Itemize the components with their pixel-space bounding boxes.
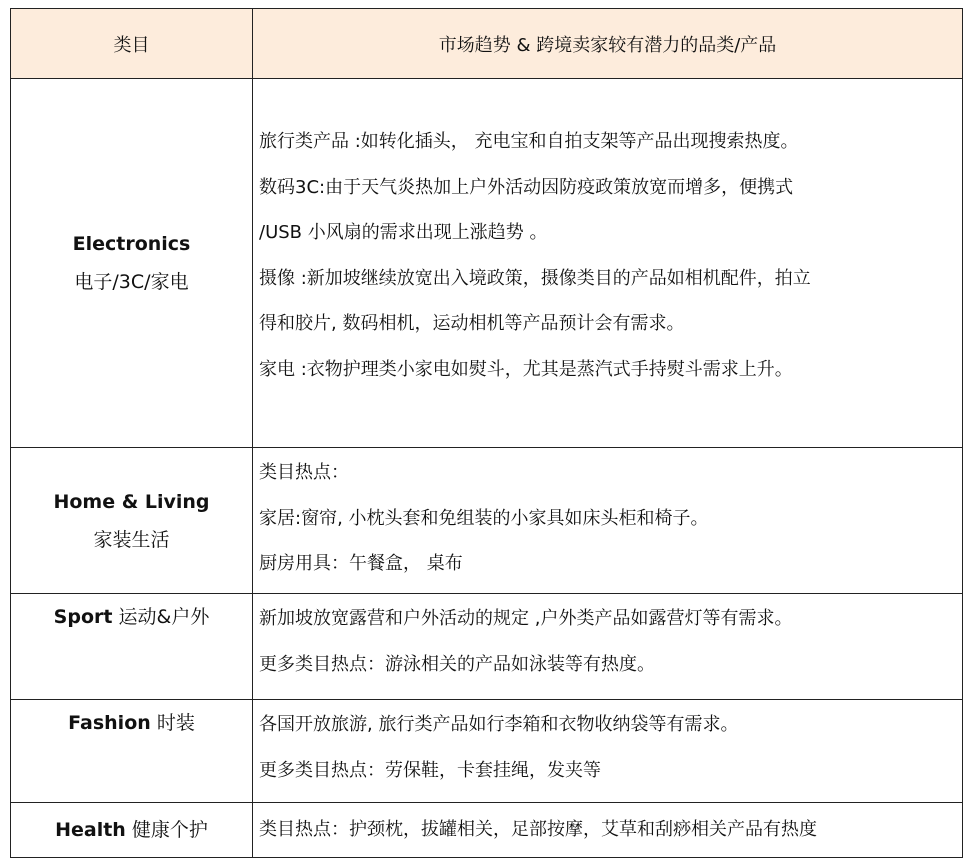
trend-line: 旅行类产品 :如转化插头， 充电宝和自拍支架等产品出现搜索热度。 xyxy=(259,131,799,152)
category-cell xyxy=(11,448,253,594)
trend-line: 家居:窗帘, 小枕头套和免组装的小家具如床头柜和椅子。 xyxy=(259,507,709,529)
category-cn: 运动&户外 xyxy=(118,606,210,628)
category-cn: 时装 xyxy=(156,712,195,734)
table-row xyxy=(11,803,963,858)
trend-cell xyxy=(253,448,963,594)
trend-line: 摄像 :新加坡继续放宽出入境政策，摄像类目的产品如相机配件，拍立 xyxy=(259,267,811,289)
category-cell xyxy=(11,79,253,448)
table-header-row xyxy=(11,9,963,79)
category-cn: 健康个护 xyxy=(131,819,208,841)
trend-line: 更多类目热点：游泳相关的产品如泳装等有热度。 xyxy=(259,653,655,675)
trend-cell xyxy=(253,700,963,803)
trend-line: 类目热点： xyxy=(259,462,349,483)
category-cell xyxy=(11,700,253,803)
table-row xyxy=(11,448,963,594)
category-en: Home & Living xyxy=(53,490,210,513)
category-en: Sport xyxy=(53,606,113,628)
category-en: Health xyxy=(55,819,126,841)
trend-line: 得和胶片, 数码相机，运动相机等产品预计会有需求。 xyxy=(259,313,685,334)
trend-line: 家电 :衣物护理类小家电如熨斗，尤其是蒸汽式手持熨斗需求上升。 xyxy=(259,358,793,380)
header-category: 类目 xyxy=(11,9,253,79)
trend-line: /USB 小风扇的需求出现上涨趋势 。 xyxy=(259,222,548,243)
category-cn: 家装生活 xyxy=(93,528,170,551)
trend-cell xyxy=(253,594,963,700)
trend-line: 厨房用具：午餐盒， 桌布 xyxy=(259,553,463,574)
trend-line: 类目热点：护颈枕，拔罐相关，足部按摩，艾草和刮痧相关产品有热度 xyxy=(259,819,817,841)
trend-line: 更多类目热点：劳保鞋，卡套挂绳，发夹等 xyxy=(259,759,601,781)
category-cell xyxy=(11,594,253,700)
header-trends: 市场趋势 & 跨境卖家较有潜力的品类/产品 xyxy=(253,9,963,79)
category-cn: 电子/3C/家电 xyxy=(74,271,189,293)
table-row xyxy=(11,700,963,803)
table-row xyxy=(11,594,963,700)
category-en: Electronics xyxy=(72,233,191,255)
trend-cell xyxy=(253,803,963,858)
table-row xyxy=(11,79,963,448)
trend-cell xyxy=(253,79,963,448)
trend-line: 数码3C:由于天气炎热加上户外活动因防疫政策放宽而增多，便携式 xyxy=(259,176,794,198)
trend-table xyxy=(10,8,963,858)
category-en: Fashion xyxy=(68,712,151,734)
trend-line: 新加坡放宽露营和户外活动的规定 ,户外类产品如露营灯等有需求。 xyxy=(259,608,793,629)
category-cell xyxy=(11,803,253,858)
trend-line: 各国开放旅游, 旅行类产品如行李箱和衣物收纳袋等有需求。 xyxy=(259,714,739,735)
